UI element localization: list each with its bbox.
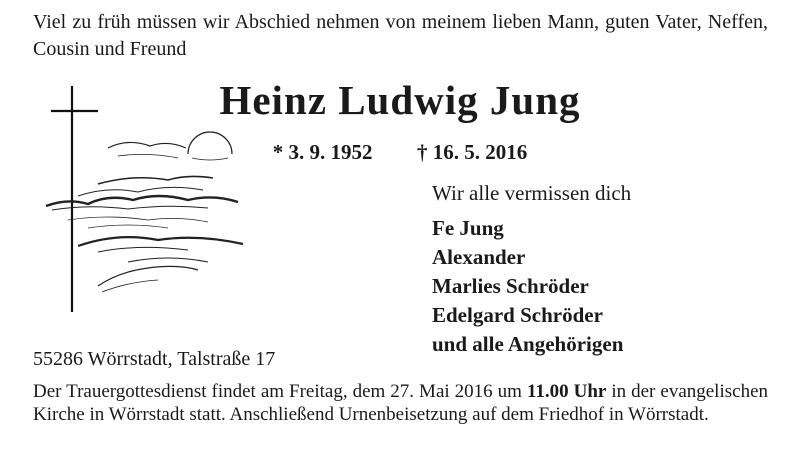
service-text [33,380,768,426]
deceased-name: Heinz Ludwig Jung [219,77,581,123]
service-time: 11.00 Uhr [526,381,607,402]
mourner-name: Alexander [432,245,526,269]
address: 55286 Wörrstadt, Talstraße 17 [33,348,276,370]
miss-text: Wir alle vermissen dich [432,181,632,205]
mourner-name: und alle Angehörigen [432,332,624,356]
mourner-name: Fe Jung [432,216,504,240]
mourner-name: Marlies Schröder [432,274,589,298]
mourners-list [432,214,623,359]
intro-text: Viel zu früh müssen wir Abschied nehmen von meinem lieben Mann, guten Vater, Neffen, Cousin und Freund [33,11,768,60]
life-dates [0,140,800,165]
service-text-part1: Der Trauergottesdienst findet am Freitag, dem 27. Mai 2016 um [33,381,527,402]
death-date: † 16. 5. 2016 [417,140,528,164]
mourner-name: Edelgard Schröder [432,303,603,327]
birth-date: * 3. 9. 1952 [272,140,373,164]
service-text-part2: in der evangelischen Kirche in Wörrstadt statt. Anschließend Urnenbeisetzung auf dem Friedhof in Wörrstadt. [33,381,769,425]
